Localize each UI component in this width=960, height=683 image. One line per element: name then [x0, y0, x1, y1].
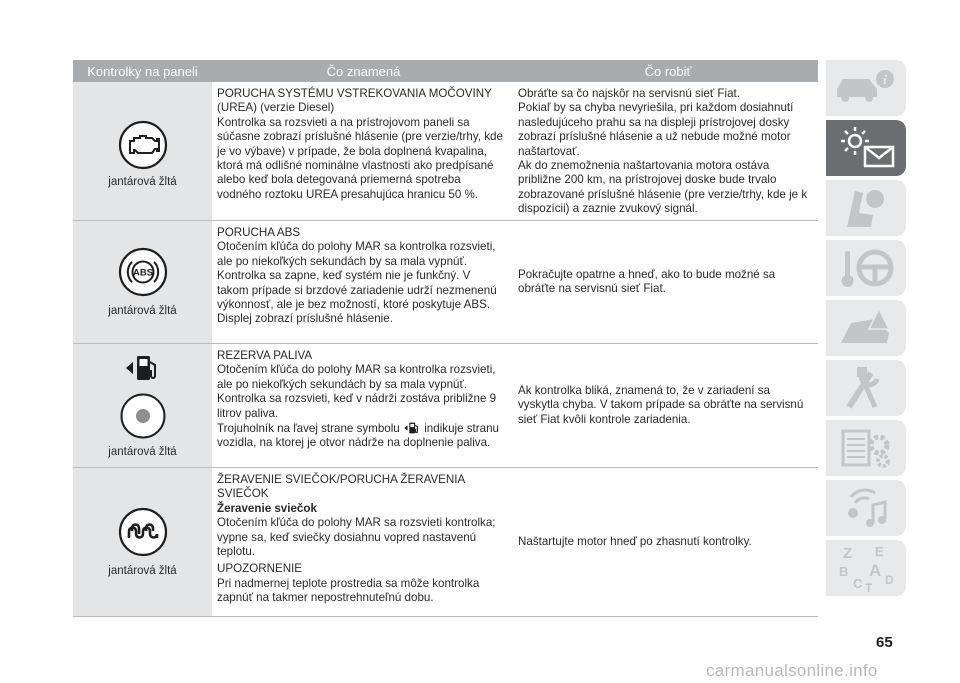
lamp-cell [73, 221, 212, 343]
meaning-line: PORUCHA SYSTÉMU VSTREKOVANIA MOČOVINY [217, 87, 492, 100]
meaning-line: takom prípade si brzdové zariadenie udrží nezmenenú [217, 283, 497, 297]
meaning-line: REZERVA PALIVA [217, 349, 313, 362]
header-action: Čo robiť [644, 63, 692, 79]
meaning-line: litrov paliva. [217, 406, 279, 420]
action-line: Naštartujte motor hneď po zhasnutí kontrolky. [518, 534, 752, 548]
index-letter: D [885, 573, 894, 587]
meaning-cell [217, 468, 510, 616]
action-line: vyskytla chyba. V takom prípade sa obráťte na servisnú [518, 398, 804, 412]
meaning-title: ŽERAVENIE SVIEČOK/PORUCHA ŽERAVENIA [217, 473, 466, 486]
meaning-line: Kontrolka sa rozsvieti, keď v nádrži zostáva približne 9 [217, 392, 497, 406]
glow-plug-icon [118, 507, 168, 557]
meaning-line: teplotu. [217, 545, 256, 559]
action-line: zobrazí príslušné hlásenie a už nebude možné motor [518, 130, 791, 144]
table-header [73, 60, 818, 82]
action-cell [518, 468, 818, 616]
table-row [73, 82, 818, 221]
tab-car-info[interactable] [826, 60, 906, 116]
warning-lights-table [73, 60, 818, 617]
lamp-cell [73, 344, 212, 467]
action-cell [518, 82, 818, 220]
table-row [73, 468, 818, 617]
lamp-color-label: jantárová žltá [108, 446, 177, 458]
lamp-cell [73, 468, 212, 616]
meaning-title: SVIEČOK [217, 487, 269, 501]
table-row [73, 344, 818, 468]
header-lamps: Kontrolky na paneli [87, 63, 198, 79]
meaning-cell [217, 82, 510, 220]
action-line: Ak do znemožnenia naštartovania motora ostáva [518, 159, 770, 173]
lamp-cell [73, 82, 212, 220]
engine-check-icon [118, 120, 168, 170]
meaning-line: ale po niekoľkých sekundách by sa mala vypnúť. [217, 254, 468, 268]
meaning-warning-title: UPOZORNENIE [217, 562, 303, 576]
meaning-text: indikuje stranu [424, 422, 499, 436]
meaning-line: vodného roztoku UREA presahujúca hranicu 50 %. [217, 187, 479, 201]
meaning-line: Otočením kľúča do polohy MAR sa rozsvieti kontrolka; [217, 516, 496, 530]
svg-text:i: i [883, 72, 887, 87]
action-line: sieť Fiat kvôli kontrole zariadenia. [518, 412, 691, 426]
meaning-text: Trojuholník na ľavej strane symbolu [217, 422, 400, 436]
meaning-line: súčasne zobrazí príslušné hlásenie (pre verzie/trhy, kde [217, 130, 503, 144]
index-letters-icon [831, 542, 901, 594]
abs-icon [118, 247, 168, 297]
lamp-color-label: jantárová žltá [108, 176, 177, 188]
action-line: Ak kontrolka bliká, znamená to, že v zariadení sa [518, 383, 770, 397]
specs-gears-icon [831, 423, 901, 473]
action-line: Obráťte sa čo najskôr na servisnú sieť Fiat. [518, 87, 740, 100]
header-meaning: Čo znamená [326, 63, 401, 79]
tab-safety[interactable] [826, 180, 906, 236]
meaning-line: vozidla, na ktorej je otvor nádrže na doplnenie paliva. [217, 436, 491, 450]
meaning-line: Otočením kľúča do polohy MAR sa kontrolka rozsvieti, [217, 240, 496, 254]
action-line: zobrazované príslušné hlásenie (pre verzie/trhy, kde je k [518, 187, 808, 201]
meaning-line [217, 421, 510, 436]
action-line: naštartovať. [518, 144, 580, 158]
key-steering-wheel-icon [831, 243, 901, 293]
meaning-line: Otočením kľúča do polohy MAR sa kontrolka rozsvieti, [217, 363, 496, 377]
index-letter: C [853, 576, 863, 591]
index-letter: T [865, 581, 873, 594]
action-line: obráťte na servisnú sieť Fiat. [518, 282, 666, 295]
meaning-line: zapnúť na takmer nepostrehnuteľnú dobu. [217, 591, 434, 605]
action-line: dispozícii) a zaznie zvukový signál. [518, 202, 698, 216]
car-accident-icon [831, 303, 901, 353]
action-line: nasledujúceho prahu sa na displeji prístrojovej dosky [518, 115, 790, 129]
meaning-line: ale po niekoľkých sekundách by sa mala vypnúť. [217, 377, 468, 391]
fuel-pump-icon [123, 353, 163, 383]
tab-maintenance[interactable] [826, 360, 906, 416]
meaning-line: Displej zobrazí príslušné hlásenie. [217, 312, 393, 326]
watermark: carmanualsonline.info [706, 661, 878, 680]
reserve-dot-icon [120, 393, 166, 439]
fuel-pump-inline-icon [403, 421, 421, 435]
meaning-line: Kontrolka sa zapne, keď systém nie je funkčný. V [217, 269, 471, 283]
index-letter: Z [843, 545, 853, 562]
abs-icon-text: ABS [132, 267, 153, 279]
meaning-line: alebo keď bola detegovaná priemerná spotreba [217, 173, 461, 187]
wrench-tools-icon [831, 363, 901, 413]
index-letter: B [839, 564, 849, 579]
lamp-color-label: jantárová žltá [108, 305, 177, 317]
index-letter: A [869, 561, 882, 580]
index-letter: E [875, 544, 884, 559]
action-line: Pokiaľ by sa chyba nevyriešila, pri každom dosiahnutí [518, 101, 794, 115]
meaning-line: (UREA) (verzie Diesel) [217, 101, 335, 115]
warning-light-message-icon [831, 123, 901, 173]
tab-warning-lights[interactable] [826, 120, 906, 176]
meaning-cell [217, 344, 510, 467]
meaning-line: ktorá má odlišné nominálne vlastnosti ako predpísané [217, 159, 494, 173]
tab-multimedia[interactable] [826, 480, 906, 536]
page-number: 65 [876, 634, 893, 651]
tab-starting-driving[interactable] [826, 240, 906, 296]
action-line: Pokračujte opatrne a hneď, ako to bude možné sa [518, 267, 776, 281]
meaning-line: je vo výbave) v prípade, že bola doplnená kvapalina, [217, 144, 488, 158]
seat-airbag-icon [831, 183, 901, 233]
meaning-line: Kontrolka sa rozsvieti a na prístrojovom paneli sa [217, 115, 470, 129]
meaning-line: vypne sa, keď sviečky dosiahnu vopred nastavenú [217, 530, 477, 544]
meaning-line: PORUCHA ABS [217, 226, 301, 239]
tab-index[interactable] [826, 540, 906, 596]
meaning-line: Pri nadmernej teplote prostredia sa môže kontrolka [217, 576, 480, 590]
multimedia-icon [831, 483, 901, 533]
meaning-cell [217, 221, 510, 343]
meaning-subtitle: Žeravenie sviečok [217, 501, 317, 515]
meaning-line: výkonnosť, ale je bez možností, ktoré poskytuje ABS. [217, 298, 491, 312]
table-row [73, 221, 818, 344]
action-cell [518, 344, 818, 467]
lamp-color-label: jantárová žltá [108, 565, 177, 577]
action-cell [518, 221, 818, 343]
tab-emergency[interactable] [826, 300, 906, 356]
car-info-icon [831, 65, 901, 111]
chapter-tabs [826, 60, 906, 600]
action-line: približne 200 km, na prístrojovej doske bude trvalo [518, 173, 777, 187]
tab-technical-data[interactable] [826, 420, 906, 476]
